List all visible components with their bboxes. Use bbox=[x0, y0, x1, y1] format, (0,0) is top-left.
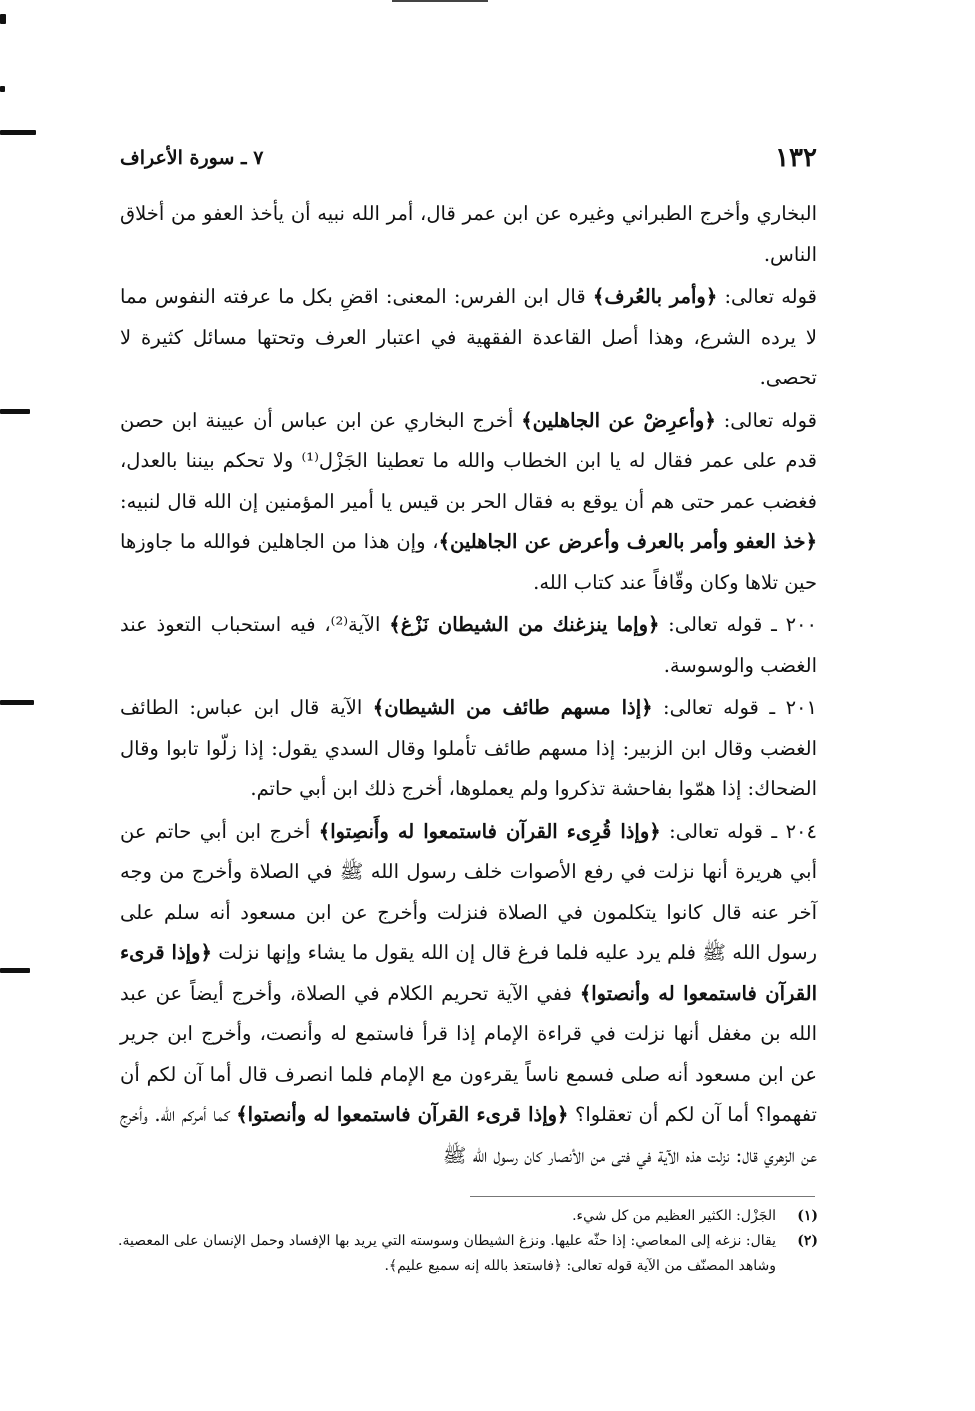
paragraph-text: أخرج البخاري عن ابن عباس أن عيينة ابن حصن قدم على عمر فقال له يا ابن الخطاب والله ما تعطينا الجَزْل⁽¹⁾ ولا تحكم بيننا بالعدل، فغضب عمر حتى هم أن يوقع به فقال الحر بن قيس يا أمير المؤمنين إن الله قال لنبيه: bbox=[120, 408, 818, 513]
paragraph-text: قال ابن الفرس: المعنى: اقضِ بكل ما عرفته النفوس مما لا يرده الشرع، وهذا أصل القاعدة الفقهية في اعتبار العرف وتحتها مسائل كثيرة لا تحصى. bbox=[120, 285, 817, 389]
paragraph-text: الآية قال ابن عباس: الطائف الغضب وقال ابن الزبير: إذا مسهم طائف تأملوا وقال السدي يقول: إذا زلّوا تابوا وقال الضحاك: إذا همّوا بفاحشة تذكروا ولم يعملوها، أخرج ذلك ابن أبي حاتم. bbox=[120, 696, 817, 800]
quran-verse: ﴿وأمر بالعُرف﴾ bbox=[592, 285, 718, 308]
paragraph-text: ، وإن هذا من الجاهلين فوالله ما جاوزها حين تلاها وكان وقّافاً عند كتاب الله. bbox=[120, 530, 817, 594]
paragraph-text: الآية⁽²⁾، فيه استحباب التعوذ عند الغضب والوسوسة. bbox=[120, 613, 817, 677]
footnote-separator bbox=[470, 1196, 815, 1197]
quran-verse: ﴿وإذا قرىء القرآن فاستمعوا له وأنصتوا﴾ bbox=[120, 941, 818, 1005]
paragraph-text: ٢٠٤ ـ قوله تعالى: bbox=[660, 819, 817, 843]
footnote-text: يقال: نزغه إلى المعاصي: إذا حثّه عليها. ونزغ الشيطان وسوسته التي يريد بها الإفساد وحمل الإنسان على المعصية. وشاهد المصنّف من الآية قوله تعالى: ﴿فاستعذ بالله إنه سميع عليم﴾. bbox=[118, 1233, 776, 1274]
quran-verse: ﴿وأعرِضْ عن الجاهلين﴾ bbox=[521, 408, 716, 432]
margin-mark bbox=[0, 409, 30, 414]
paragraph-text: قوله تعالى: bbox=[717, 285, 817, 308]
footnote-text: الجَزْل: الكثير العظيم من كل شيء. bbox=[572, 1208, 776, 1224]
main-text bbox=[120, 194, 817, 1178]
paragraph bbox=[120, 277, 817, 399]
paragraph bbox=[120, 194, 817, 275]
paragraph-text: ٢٠٠ ـ قوله تعالى: bbox=[659, 613, 817, 636]
page-header bbox=[120, 140, 817, 176]
paragraph-text: البخاري وأخرج الطبراني وغيره عن ابن عمر قال، أمر الله نبيه أن يأخذ العفو من أخلاق الناس. bbox=[120, 202, 817, 266]
paragraph-text: كما أمركم الله. وأخرج عن الزهري قال: نزلت هذه الآية في فتى من الأنصار كان رسول الله ﷺ bbox=[120, 1103, 817, 1167]
paragraph-text: قوله تعالى: bbox=[715, 408, 818, 432]
margin-mark bbox=[0, 14, 6, 24]
running-title: ٧ ـ سورة الأعراف bbox=[120, 147, 264, 169]
quran-verse: ﴿وإما ينزغنك من الشيطان نَزْغ﴾ bbox=[389, 613, 660, 636]
margin-mark bbox=[0, 968, 30, 973]
margin-mark bbox=[0, 130, 36, 135]
quran-verse: ﴿إذا مسهم طائف من الشيطان﴾ bbox=[372, 696, 653, 719]
paragraph-text: ٢٠١ ـ قوله تعالى: bbox=[652, 696, 817, 719]
footnote bbox=[118, 1229, 818, 1279]
paragraph bbox=[120, 812, 817, 1177]
margin-mark bbox=[0, 700, 34, 705]
footnote-number: (٢) bbox=[797, 1233, 818, 1249]
paragraph bbox=[120, 605, 817, 686]
top-rule bbox=[392, 0, 488, 2]
paragraph bbox=[120, 688, 817, 810]
page-number: ١٣٢ bbox=[775, 143, 817, 173]
quran-verse: ﴿وإذا قُرِىء القرآن فاستمعوا له وأَنصِتوا﴾ bbox=[318, 819, 661, 843]
footnote-number: (١) bbox=[797, 1208, 818, 1224]
paragraph-text: ففي الآية تحريم الكلام في الصلاة، وأخرج أيضاً عن عبد الله بن مغفل أنها نزلت في قراءة الإمام إذا قرأ فاستمع له وأنصت، وأخرج ابن جرير عن ابن مسعود أنه صلى فسمع ناساً يقرءون مع الإمام فلما انصرف قال أما آن لكم أن تفهموا؟ أما آن لكم أن تعقلوا؟ bbox=[120, 981, 817, 1126]
quran-verse: ﴿خذ العفو وأمر بالعرف وأعرض عن الجاهلين﴾ bbox=[438, 530, 817, 553]
quran-verse: ﴿وإذا قرىء القرآن فاستمعوا له وأنصتوا﴾ bbox=[236, 1103, 569, 1126]
paragraph bbox=[120, 401, 817, 604]
paragraph-text: أخرج ابن أبي حاتم عن أبي هريرة أنها نزلت في رفع الأصوات خلف رسول الله ﷺ في الصلاة وأخرج من وجه آخر عنه قال كانوا يتكلمون في الصلاة فنزلت وأخرج عن ابن مسعود أنه سلم على رسول الله ﷺ فلم يرد عليه فلما فرغ قال إن الله يقول ما يشاء وإنها نزلت bbox=[120, 819, 817, 964]
footnote bbox=[118, 1204, 818, 1229]
margin-mark bbox=[0, 86, 5, 92]
footnotes bbox=[118, 1204, 818, 1279]
